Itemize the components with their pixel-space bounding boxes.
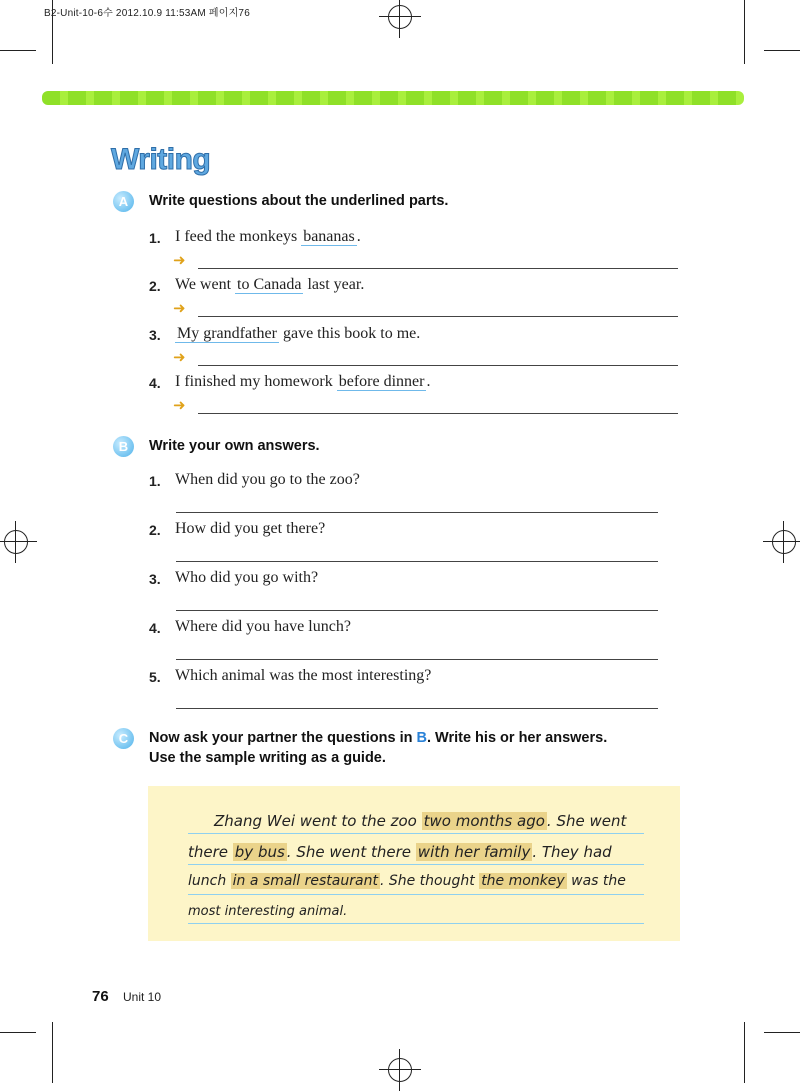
- question-b3-text: Who did you go with?: [175, 569, 319, 586]
- sample-line-4: most interesting animal.: [188, 904, 348, 919]
- question-a4-after: .: [426, 373, 431, 390]
- sample-text: . They had: [532, 843, 612, 861]
- question-b4-number: 4.: [149, 620, 161, 636]
- crop-mark: [0, 50, 36, 51]
- question-b5-text: Which animal was the most interesting?: [175, 667, 432, 684]
- section-c-instruction-part2: . Write his or her answers.: [426, 730, 608, 746]
- sample-rule: [188, 864, 644, 865]
- section-b-badge: B: [113, 436, 134, 457]
- sample-text: lunch: [188, 873, 231, 889]
- question-a3-after: gave this book to me.: [278, 325, 421, 342]
- sample-line-1: [214, 812, 626, 830]
- question-a1-before: I feed the monkeys: [175, 228, 302, 245]
- section-c-badge: C: [113, 728, 134, 749]
- crop-mark: [744, 1022, 745, 1083]
- page-number: 76: [92, 988, 109, 1005]
- registration-target-left: [4, 530, 28, 554]
- arrow-icon: ➜: [173, 396, 186, 414]
- question-a4-text: [175, 373, 430, 391]
- sample-highlight: the monkey: [481, 873, 565, 889]
- question-a1-number: 1.: [149, 230, 161, 246]
- sample-line-3: [188, 873, 626, 889]
- registration-target-top: [388, 5, 412, 29]
- crop-mark: [764, 1032, 800, 1033]
- crop-mark: [52, 1022, 53, 1083]
- arrow-icon: ➜: [173, 251, 186, 269]
- section-c-reference: B: [416, 730, 427, 746]
- answer-line[interactable]: [176, 708, 658, 709]
- answer-line[interactable]: [198, 316, 678, 317]
- answer-line[interactable]: [198, 365, 678, 366]
- sample-rule: [188, 894, 644, 895]
- question-b5-number: 5.: [149, 669, 161, 685]
- sample-highlight: two months ago: [423, 812, 545, 830]
- sample-text: . She went: [546, 812, 627, 830]
- decorative-band: [42, 91, 744, 105]
- sample-rule: [188, 923, 644, 924]
- section-c-instruction-part1: Now ask your partner the questions in: [149, 730, 417, 746]
- sample-text: . She went there: [286, 843, 416, 861]
- unit-label: Unit 10: [123, 990, 162, 1004]
- crop-mark: [744, 0, 745, 64]
- question-a1-after: .: [356, 228, 361, 245]
- question-b2-text: How did you get there?: [175, 520, 326, 537]
- sample-highlight: by bus: [234, 843, 285, 861]
- answer-line[interactable]: [176, 512, 658, 513]
- sample-rule: [188, 833, 644, 834]
- answer-line[interactable]: [198, 268, 678, 269]
- sample-line-2: [188, 843, 612, 861]
- question-a2-text: [175, 276, 364, 294]
- question-b3-number: 3.: [149, 571, 161, 587]
- answer-line[interactable]: [198, 413, 678, 414]
- sample-text: was the: [566, 873, 626, 889]
- underlined-part: My grandfather: [177, 325, 277, 342]
- page-title: Writing: [111, 143, 211, 176]
- registration-target-right: [772, 530, 796, 554]
- question-a3-number: 3.: [149, 327, 161, 343]
- question-a1-text: [175, 228, 361, 246]
- sample-highlight: in a small restaurant: [232, 873, 378, 889]
- section-a-instruction: Write questions about the underlined parts.: [149, 193, 449, 209]
- sample-highlight: with her family: [417, 843, 531, 861]
- underlined-part: before dinner: [338, 373, 425, 390]
- crop-mark: [764, 50, 800, 51]
- section-b-instruction: Write your own answers.: [149, 438, 320, 454]
- question-b2-number: 2.: [149, 522, 161, 538]
- print-slug: B2-Unit-10-6수 2012.10.9 11:53AM 페이지76: [44, 8, 250, 19]
- question-a4-before: I finished my homework: [175, 373, 337, 390]
- registration-target-bottom: [388, 1058, 412, 1082]
- answer-line[interactable]: [176, 659, 658, 660]
- question-a4-number: 4.: [149, 375, 161, 391]
- question-b1-text: When did you go to the zoo?: [175, 471, 360, 488]
- question-b4-text: Where did you have lunch?: [175, 618, 351, 635]
- underlined-part: to Canada: [237, 276, 302, 293]
- sample-text: there: [188, 843, 233, 861]
- arrow-icon: ➜: [173, 299, 186, 317]
- section-c-instruction-line2: Use the sample writing as a guide.: [149, 750, 386, 766]
- section-c-instruction: [149, 730, 607, 746]
- question-b1-number: 1.: [149, 473, 161, 489]
- answer-line[interactable]: [176, 561, 658, 562]
- crop-mark: [0, 1032, 36, 1033]
- question-a2-number: 2.: [149, 278, 161, 294]
- question-a2-before: We went: [175, 276, 236, 293]
- underlined-part: bananas: [303, 228, 355, 245]
- arrow-icon: ➜: [173, 348, 186, 366]
- question-a3-text: [175, 325, 420, 343]
- answer-line[interactable]: [176, 610, 658, 611]
- section-a-badge: A: [113, 191, 134, 212]
- question-a2-after: last year.: [303, 276, 365, 293]
- sample-text: Zhang Wei went to the zoo: [214, 812, 422, 830]
- sample-text: . She thought: [379, 873, 480, 889]
